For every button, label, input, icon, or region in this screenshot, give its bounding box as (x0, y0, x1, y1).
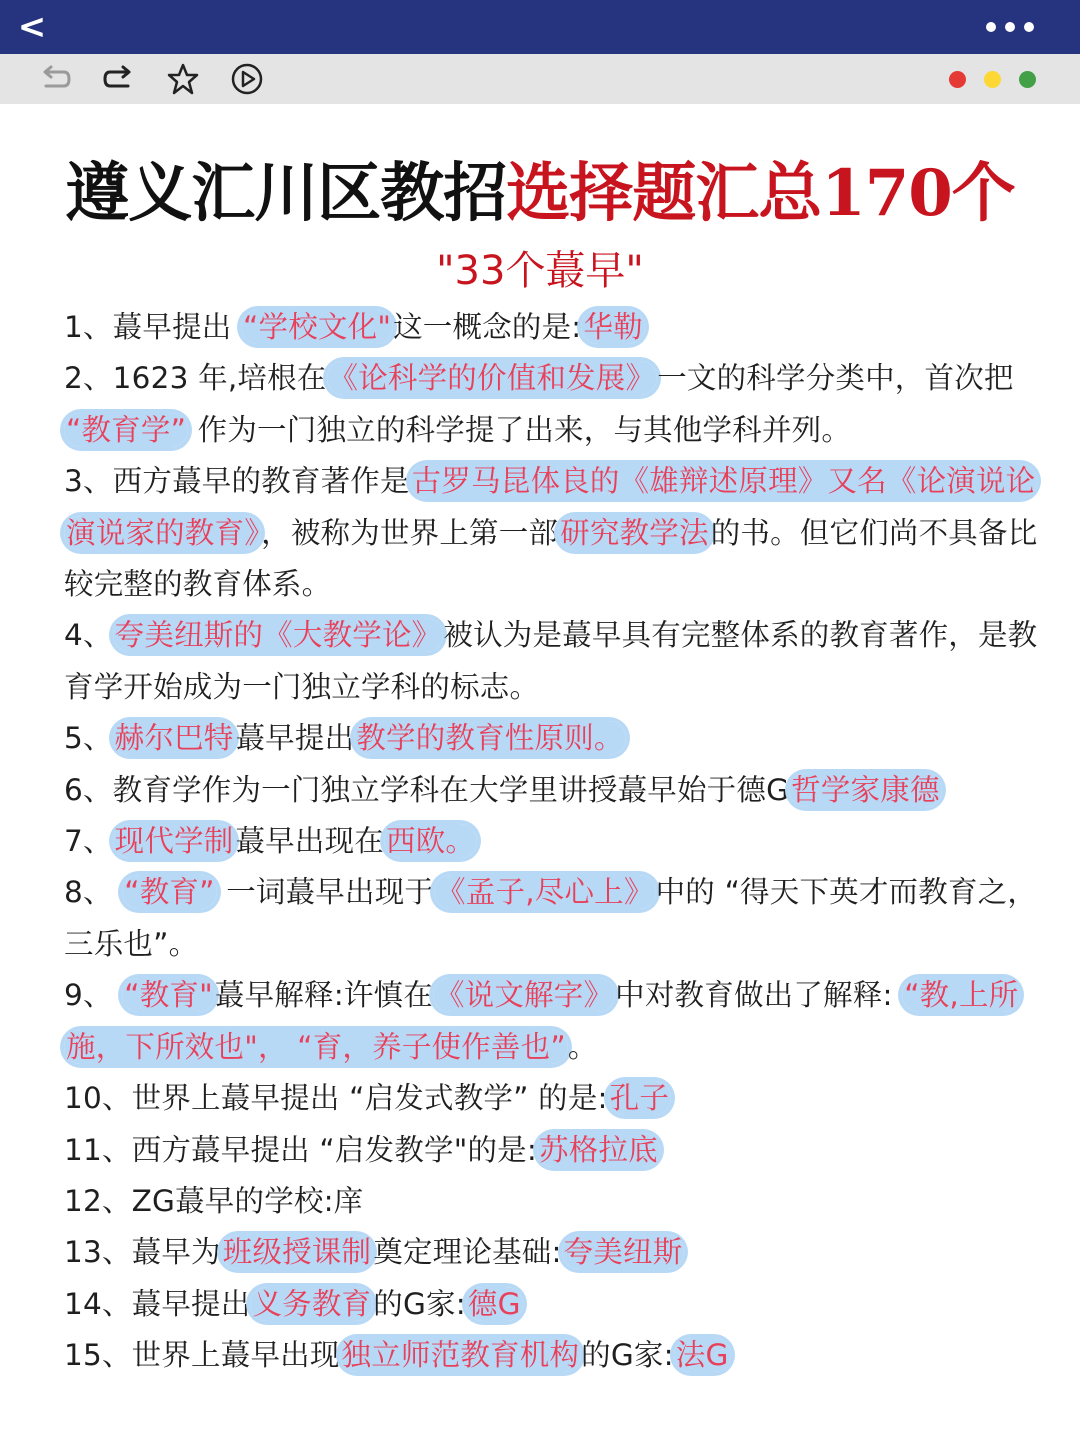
list-item (64, 1227, 1049, 1278)
highlighted-text: 华勒 (583, 310, 643, 344)
list-item (64, 1176, 1049, 1227)
highlighted-text: “教育学” (66, 412, 187, 447)
highlighted-text: 苏格拉底 (539, 1132, 658, 1167)
item-text: 13、蕞早为 (64, 1235, 221, 1270)
highlighted-text: 夸美纽斯的《大教学论》 (114, 618, 442, 653)
highlighted-text: 义务教育 (252, 1286, 372, 1321)
item-text: 11、西方蕞早提出 “启发教学"的是: (64, 1132, 538, 1167)
play-icon (230, 62, 264, 96)
highlighted-text: “教育" (124, 978, 213, 1013)
item-text: 8、 (64, 875, 123, 910)
question-list (64, 302, 1049, 1382)
list-item (64, 1279, 1049, 1330)
item-text: 15、世界上蕞早出现 (64, 1338, 340, 1373)
item-text: 一文的科学分类中，首次把 (657, 361, 1014, 396)
item-text: 的书。但它们尚不具备比较完整的教育体系。 (64, 515, 1038, 602)
window-controls (949, 71, 1080, 88)
undo-icon (38, 64, 72, 94)
redo-icon (102, 64, 136, 94)
more-dot-icon (1005, 22, 1015, 32)
highlighted-text: 《孟子,尽心上》 (436, 875, 654, 910)
back-button[interactable] (0, 0, 64, 54)
item-text: 5、 (64, 721, 113, 756)
top-nav-bar (0, 0, 1080, 54)
list-item (64, 610, 1049, 713)
item-text: 蕞早出现在 (235, 824, 384, 859)
list-item (64, 1073, 1049, 1124)
list-item (64, 1125, 1049, 1176)
list-item (64, 970, 1049, 1073)
undo-button[interactable] (36, 60, 74, 98)
highlighted-text: 研究教学法 (560, 515, 709, 550)
item-text: 的G家: (373, 1286, 466, 1321)
yellow-dot-icon[interactable] (984, 71, 1001, 88)
highlighted-text: 古罗马昆体良的《雄辩述原理》又名《论演说论演说家的教育》 (66, 464, 1036, 550)
redo-button[interactable] (100, 60, 138, 98)
page-title (0, 146, 1080, 242)
more-dot-icon (1024, 22, 1034, 32)
highlighted-text: “学校文化" (243, 310, 392, 344)
highlighted-text: 哲学家康德 (791, 772, 940, 807)
highlighted-text: 德G (467, 1286, 521, 1321)
star-icon (166, 62, 200, 96)
item-text: 中的 “得天下英才而教育之，三乐也”。 (64, 875, 1038, 961)
item-text: 10、世界上蕞早提出 “启发式教学” 的是: (64, 1081, 608, 1116)
item-text: 4、 (64, 618, 113, 653)
back-arrow-icon: < (17, 7, 47, 47)
highlighted-text: 《说文解字》 (434, 978, 614, 1013)
list-item (64, 765, 1049, 816)
highlighted-text: “教育” (124, 875, 215, 910)
item-text: ，被称为世界上第一部 (261, 515, 559, 550)
item-text: 作为一门独立的科学提了出来，与其他学科并列。 (188, 412, 852, 447)
item-text: 14、蕞早提出 (64, 1286, 251, 1321)
highlighted-text: 《论科学的价值和发展》 (328, 361, 656, 396)
highlighted-text: 法G (675, 1338, 729, 1373)
title-part-black: 遵义汇川区教招 (65, 156, 507, 231)
list-item (64, 353, 1049, 456)
item-text: 3、西方蕞早的教育著作是 (64, 464, 410, 499)
item-text: 。 (567, 1029, 598, 1064)
item-text: 6、教育学作为一门独立学科在大学里讲授蕞早始于德G (64, 772, 790, 807)
item-text: 蕞早提出 (235, 721, 355, 756)
item-text: 1、蕞早提出 (64, 310, 242, 344)
bookmark-button[interactable] (164, 60, 202, 98)
item-text: 被认为是蕞早具有完整体系的教育著作，是教育学开始成为一门独立学科的标志。 (64, 618, 1038, 704)
highlighted-text: 现代学制 (114, 824, 234, 859)
list-item (64, 1330, 1049, 1381)
list-item (64, 867, 1049, 970)
list-item (64, 816, 1049, 867)
highlighted-text: 教学的教育性原则。 (356, 721, 624, 756)
list-item (64, 302, 1049, 353)
item-text: 的G家: (581, 1338, 674, 1373)
item-text: 9、 (64, 978, 123, 1013)
item-text: 12、ZG蕞早的学校:庠 (64, 1183, 364, 1218)
highlighted-text: “教,上所施，下所效也"， “育，养子使作善也” (66, 978, 1019, 1064)
highlighted-text: 独立师范教育机构 (341, 1338, 580, 1373)
highlighted-text: 班级授课制 (222, 1235, 372, 1270)
item-text: 2、1623 年,培根在 (64, 361, 327, 396)
item-text: 奠定理论基础: (373, 1235, 562, 1270)
highlighted-text: 孔子 (609, 1081, 670, 1116)
item-text: 中对教育做出了解释: (615, 978, 903, 1013)
highlighted-text: 西欧。 (386, 824, 476, 859)
red-dot-icon[interactable] (949, 71, 966, 88)
title-part-red: 选择题汇总170个 (506, 156, 1015, 231)
list-item (64, 713, 1049, 764)
green-dot-icon[interactable] (1019, 71, 1036, 88)
item-text: 蕞早解释:许慎在 (214, 978, 433, 1013)
play-button[interactable] (228, 60, 266, 98)
page-subtitle: "33个蕞早" (436, 248, 644, 294)
item-text: 一词蕞早出现于 (216, 875, 435, 910)
list-item (64, 456, 1049, 610)
browser-toolbar (0, 54, 1080, 104)
more-options-button[interactable] (986, 0, 1080, 54)
highlighted-text: 夸美纽斯 (563, 1235, 683, 1270)
more-dot-icon (986, 22, 996, 32)
highlighted-text: 赫尔巴特 (114, 721, 234, 756)
item-text: 7、 (64, 824, 113, 859)
item-text: 这一概念的是: (393, 310, 582, 344)
